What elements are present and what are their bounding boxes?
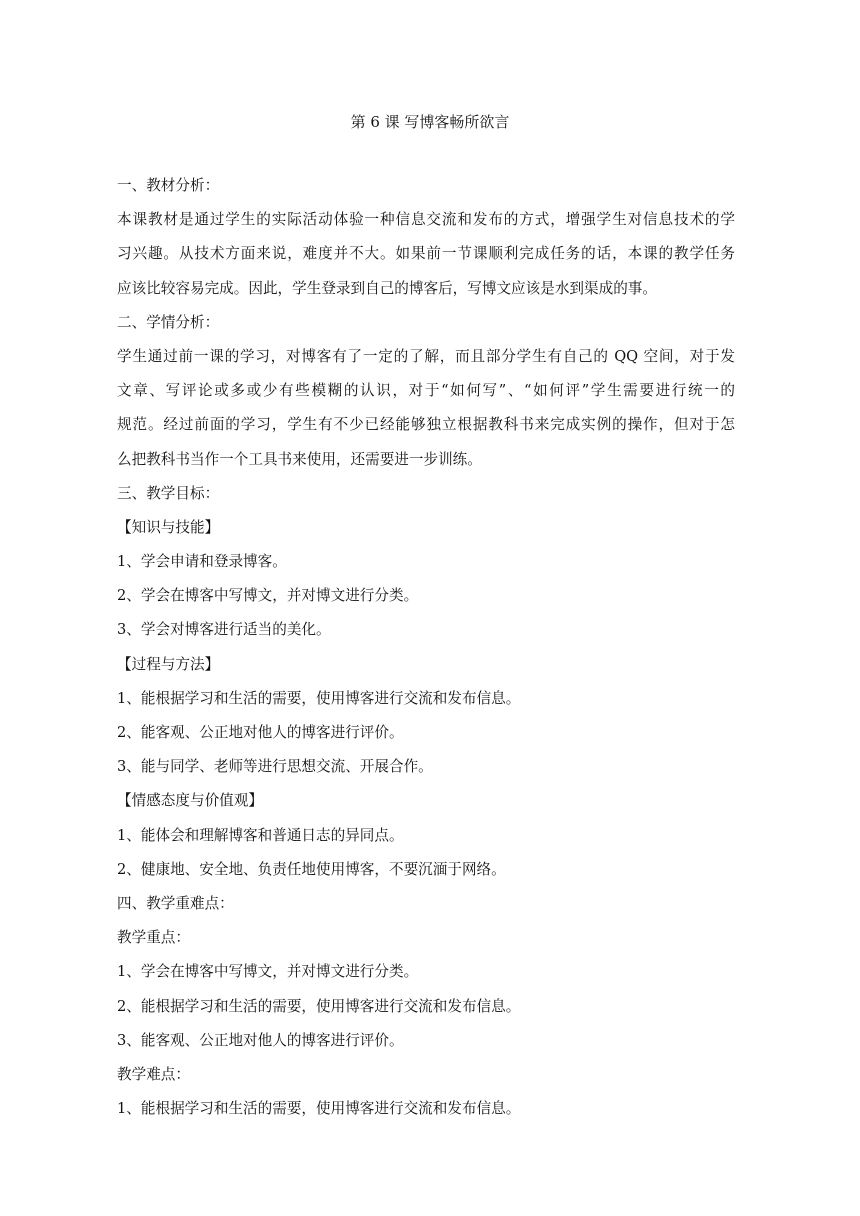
list-item: 2、能客观、公正地对他人的博客进行评价。 xyxy=(117,724,404,741)
subheading-key-points: 教学重点： xyxy=(117,929,190,947)
student-analysis-paragraph xyxy=(117,347,735,470)
section-heading-material-analysis: 一、教材分析： xyxy=(117,177,220,194)
section-heading-teaching-goals: 三、教学目标： xyxy=(117,484,220,502)
subheading-process-methods: 【过程与方法】 xyxy=(117,655,220,673)
document-body xyxy=(117,176,735,1133)
section-heading-student-analysis: 二、学情分析： xyxy=(117,313,220,331)
document-title: 第 6 课 写博客畅所欲言 xyxy=(350,113,510,131)
paragraph-line: 文章、写评论或多或少有些模糊的认识，对于“如何写”、“如何评”学生需要进行统一的 xyxy=(117,382,735,400)
paragraph-line: 本课教材是通过学生的实际活动体验一种信息交流和发布的方式，增强学生对信息技术的学 xyxy=(117,211,735,229)
material-analysis-paragraph xyxy=(117,210,735,298)
subheading-knowledge-skills: 【知识与技能】 xyxy=(117,518,220,536)
paragraph-line: 学生通过前一课的学习，对博客有了一定的了解，而且部分学生有自己的 QQ 空间，对于发 xyxy=(117,347,735,365)
list-item: 2、能根据学习和生活的需要，使用博客进行交流和发布信息。 xyxy=(117,997,521,1015)
list-item: 3、能与同学、老师等进行思想交流、开展合作。 xyxy=(117,758,433,776)
list-item: 1、能根据学习和生活的需要，使用博客进行交流和发布信息。 xyxy=(117,1100,521,1118)
paragraph-line: 么把教科书当作一个工具书来使用，还需要进一步训练。 xyxy=(117,450,482,468)
list-item: 1、能根据学习和生活的需要，使用博客进行交流和发布信息。 xyxy=(117,689,521,707)
list-item: 3、能客观、公正地对他人的博客进行评价。 xyxy=(117,1031,404,1049)
list-item: 1、学会在博客中写博文，并对博文进行分类。 xyxy=(117,963,419,981)
section-heading-key-difficult-points: 四、教学重难点： xyxy=(117,894,234,912)
list-item: 2、学会在博客中写博文，并对博文进行分类。 xyxy=(117,587,419,605)
paragraph-line: 规范。经过前面的学习，学生有不少已经能够独立根据教科书来完成实例的操作，但对于怎 xyxy=(117,416,735,434)
paragraph-line: 习兴趣。从技术方面来说，难度并不大。如果前一节课顺利完成任务的话，本课的教学任务 xyxy=(117,245,735,263)
list-item: 2、健康地、安全地、负责任地使用博客，不要沉湎于网络。 xyxy=(117,860,506,878)
subheading-emotion-values: 【情感态度与价值观】 xyxy=(117,792,263,810)
list-item: 1、能体会和理解博客和普通日志的异同点。 xyxy=(117,826,404,844)
paragraph-line: 应该比较容易完成。因此，学生登录到自己的博客后，写博文应该是水到渠成的事。 xyxy=(117,279,657,297)
list-item: 1、学会申请和登录博客。 xyxy=(117,553,287,571)
subheading-difficult-points: 教学难点： xyxy=(117,1065,190,1083)
list-item: 3、学会对博客进行适当的美化。 xyxy=(117,621,331,639)
